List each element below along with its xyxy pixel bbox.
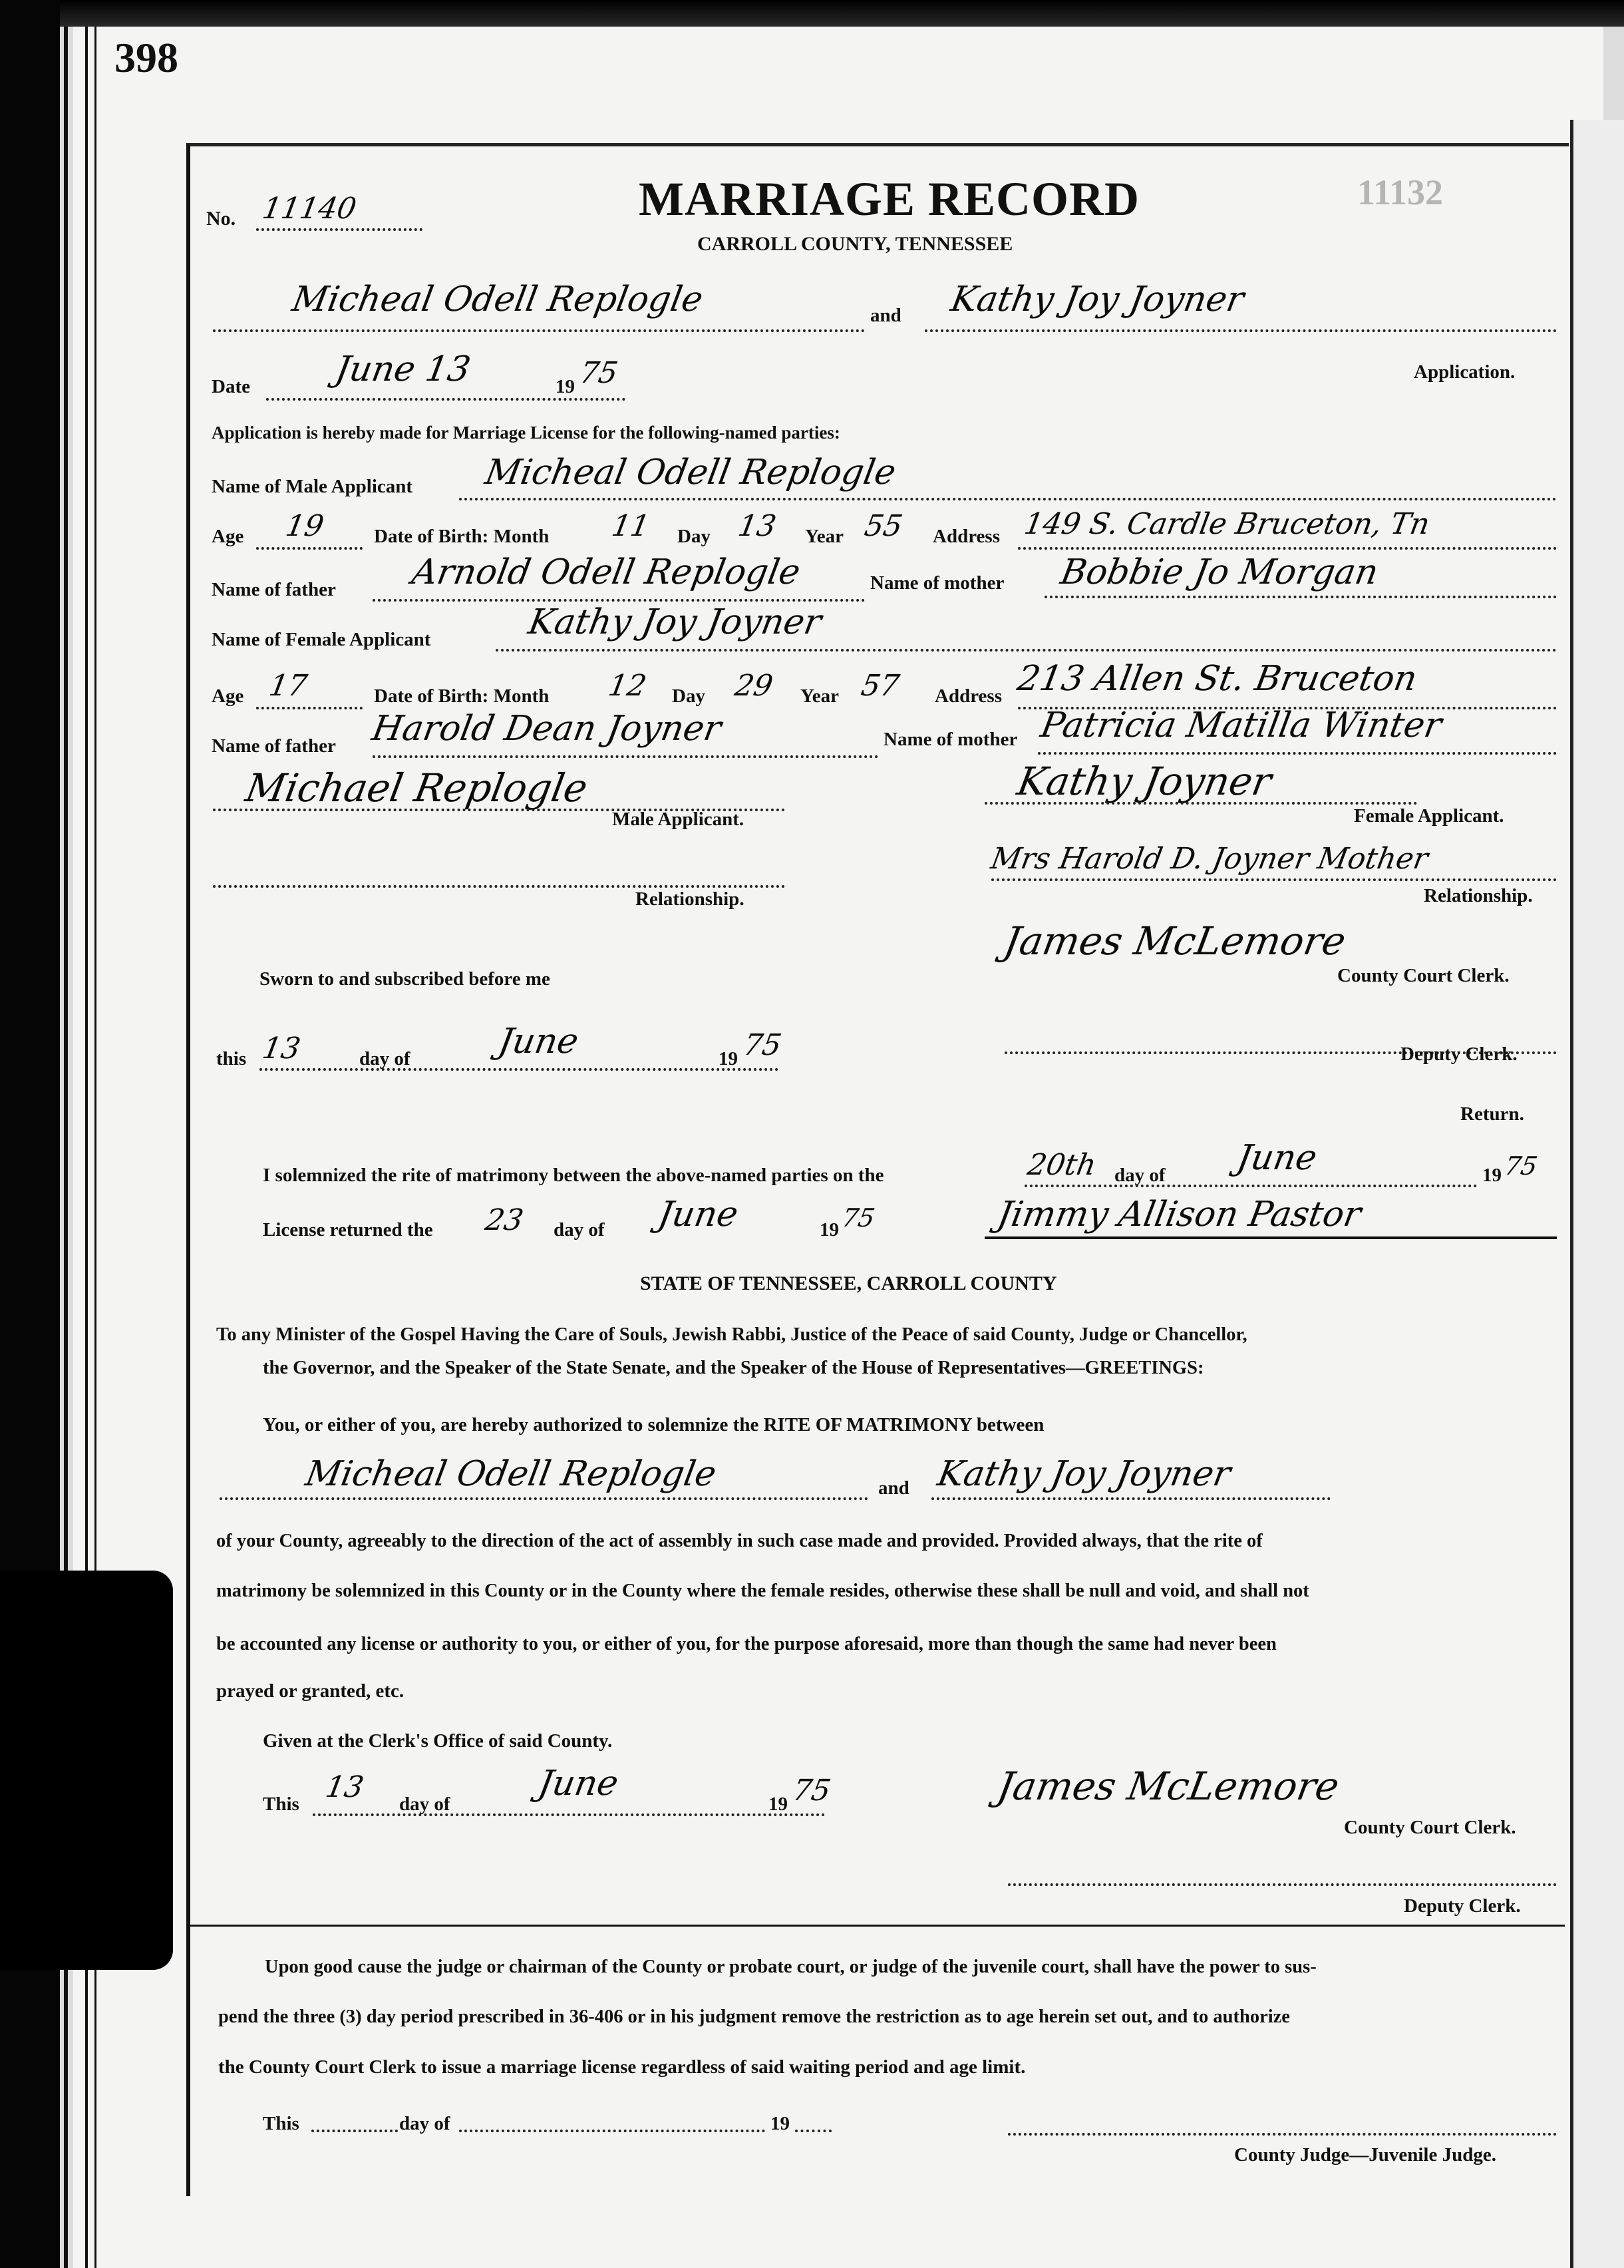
- judge-label: County Judge—Juvenile Judge.: [1234, 2144, 1496, 2166]
- clerk-label: County Court Clerk.: [1337, 965, 1510, 986]
- male-mother-line: [1045, 596, 1557, 598]
- relationship-right-label: Relationship.: [1424, 885, 1533, 906]
- sworn-year: 75: [740, 1028, 784, 1062]
- judge-this-label: This: [263, 2113, 299, 2134]
- greeting-line-1: To any Minister of the Gospel Having the Care of Souls, Jewish Rabbi, Justice of the Peace of said County, Judge or Chancellor,: [216, 1324, 1247, 1345]
- male-father-label: Name of father: [212, 579, 336, 600]
- county-subtitle: CARROLL COUNTY, TENNESSEE: [697, 233, 1013, 255]
- application-year: 75: [577, 356, 621, 390]
- judge-day-of-label: day of: [399, 2113, 450, 2134]
- solemnized-text: I solemnized the rite of matrimony between the above-named parties on the: [263, 1165, 884, 1186]
- male-applicant-label: Male Applicant.: [612, 809, 744, 830]
- judge-section-divider: [190, 1925, 1565, 1927]
- relationship-left-label: Relationship.: [635, 888, 744, 910]
- female-dob-month: 12: [605, 669, 649, 703]
- male-father-line: [373, 599, 865, 602]
- judge-day-line: [311, 2130, 398, 2132]
- sworn-day-of-label: day of: [359, 1048, 410, 1069]
- given-deputy-line: [1008, 1883, 1557, 1886]
- male-dob-month: 11: [609, 509, 653, 543]
- page-title: MARRIAGE RECORD: [639, 172, 1140, 226]
- judge-text-2: pend the three (3) day period prescribed in 36-406 or in his judgment remove the restriction as to age herein set out, and to authorize: [218, 2006, 1290, 2027]
- male-dob-day-label: Day: [677, 526, 711, 547]
- license-returned-year: 75: [840, 1203, 878, 1232]
- authorize-bride-name: Kathy Joy Joyner: [934, 1454, 1234, 1494]
- authorize-groom-line: [220, 1497, 868, 1500]
- judge-signature-line: [1008, 2133, 1557, 2136]
- authorize-groom-name: Micheal Odell Replogle: [302, 1454, 720, 1494]
- bride-name-header: Kathy Joy Joyner: [947, 280, 1247, 319]
- groom-line: [213, 329, 865, 332]
- return-label: Return.: [1460, 1103, 1524, 1125]
- given-clerk-label: County Court Clerk.: [1344, 1817, 1516, 1838]
- male-address-line: [1018, 547, 1557, 550]
- male-dob-day: 13: [735, 509, 779, 543]
- given-this-label: This: [263, 1794, 299, 1815]
- female-father: Harold Dean Joyner: [369, 709, 725, 749]
- record-no-label: No.: [206, 208, 236, 230]
- given-clerk-signature: James McLemore: [994, 1764, 1343, 1809]
- next-page-edge: [1570, 120, 1624, 2268]
- given-day-of-label: day of: [399, 1794, 450, 1815]
- bride-line: [925, 329, 1557, 332]
- given-day: 13: [323, 1770, 367, 1804]
- male-dob-month-label: Date of Birth: Month: [374, 526, 550, 547]
- deputy-label: Deputy Clerk.: [1400, 1043, 1518, 1065]
- female-dob-month-label: Date of Birth: Month: [374, 685, 550, 707]
- record-no-line: [256, 228, 422, 231]
- male-name-line: [459, 498, 1557, 500]
- authorize-text: You, or either of you, are hereby authorized to solemnize the RITE OF MATRIMONY between: [263, 1414, 1045, 1435]
- license-returned-day-of-label: day of: [554, 1219, 605, 1240]
- male-father: Arnold Odell Replogle: [408, 552, 804, 592]
- groom-name-header: Micheal Odell Replogle: [289, 280, 707, 319]
- female-applicant-signature: Kathy Joyner: [1014, 759, 1275, 804]
- binding-tab: [0, 1571, 173, 1970]
- solemnized-line: [1025, 1185, 1477, 1187]
- judge-text-1: Upon good cause the judge or chairman of the County or probate court, or judge of the juvenile court, shall have the power to sus-: [265, 1957, 1317, 1977]
- body-line-2: matrimony be solemnized in this County or in the County where the female resides, otherwise these shall be null and void, and shall not: [216, 1581, 1309, 1601]
- male-age: 19: [283, 509, 327, 543]
- male-applicant-signature: Michael Replogle: [242, 765, 591, 811]
- solemnized-month: June: [1233, 1138, 1320, 1178]
- female-mother: Patricia Matilla Winter: [1037, 705, 1445, 745]
- clerk-signature: James McLemore: [1001, 918, 1350, 964]
- body-line-4: prayed or granted, etc.: [216, 1680, 405, 1702]
- male-address: 149 S. Cardle Bruceton, Tn: [1021, 507, 1432, 541]
- page-number: 398: [114, 34, 178, 81]
- solemnized-day-of-label: day of: [1114, 1165, 1166, 1186]
- and-label: and: [870, 305, 901, 326]
- female-dob-day-label: Day: [672, 685, 705, 707]
- male-address-label: Address: [933, 526, 1000, 547]
- female-name-label: Name of Female Applicant: [212, 629, 431, 650]
- female-father-label: Name of father: [212, 735, 336, 757]
- authorize-and-label: and: [878, 1477, 909, 1499]
- solemnized-day: 20th: [1025, 1148, 1099, 1182]
- state-heading: STATE OF TENNESSEE, CARROLL COUNTY: [640, 1272, 1057, 1294]
- female-address-label: Address: [935, 685, 1002, 707]
- date-year-prefix: 19: [556, 376, 575, 397]
- female-father-line: [373, 755, 878, 758]
- sworn-text: Sworn to and subscribed before me: [259, 968, 550, 990]
- license-returned-day: 23: [482, 1203, 526, 1237]
- female-age-label: Age: [212, 685, 244, 707]
- license-returned-month: June: [655, 1195, 741, 1234]
- sworn-this-label: this: [216, 1048, 247, 1069]
- female-address: 213 Allen St. Bruceton: [1014, 659, 1420, 699]
- solemnized-year-prefix: 19: [1482, 1165, 1502, 1186]
- date-line: [266, 398, 625, 401]
- relationship-right-signature: Mrs Harold D. Joyner Mother: [988, 842, 1431, 876]
- date-label: Date: [212, 376, 250, 397]
- male-name: Micheal Odell Replogle: [482, 453, 899, 492]
- license-returned-label: License returned the: [263, 1219, 433, 1240]
- relationship-left-line: [213, 885, 785, 888]
- female-mother-label: Name of mother: [884, 729, 1018, 750]
- record-no-value: 11140: [259, 192, 359, 226]
- female-applicant-label: Female Applicant.: [1354, 805, 1504, 827]
- male-mother-label: Name of mother: [870, 572, 1005, 594]
- officiant-line: [985, 1236, 1557, 1239]
- given-date-line: [313, 1813, 825, 1816]
- solemnized-year: 75: [1502, 1151, 1540, 1181]
- given-year-prefix: 19: [768, 1794, 788, 1815]
- male-dob-year: 55: [862, 509, 905, 543]
- given-text: Given at the Clerk's Office of said County.: [263, 1730, 613, 1752]
- body-line-1: of your County, agreeably to the direction of the act of assembly in such case made and provided. Provided always, that the rite of: [216, 1531, 1263, 1551]
- sworn-year-prefix: 19: [719, 1048, 738, 1069]
- application-date: June 13: [332, 349, 474, 389]
- female-name: Kathy Joy Joyner: [525, 602, 825, 642]
- female-dob-day: 29: [732, 669, 776, 703]
- female-age-line: [256, 707, 363, 709]
- authorize-bride-line: [931, 1497, 1331, 1500]
- given-year: 75: [790, 1774, 834, 1807]
- given-deputy-label: Deputy Clerk.: [1404, 1895, 1521, 1917]
- sworn-day: 13: [259, 1032, 303, 1065]
- greeting-line-2: the Governor, and the Speaker of the State Senate, and the Speaker of the House of Representatives—GREETINGS:: [263, 1358, 1204, 1378]
- female-signature-line: [985, 802, 1417, 805]
- judge-text-3: the County Court Clerk to issue a marriage license regardless of said waiting period and age limit.: [218, 2056, 1026, 2078]
- judge-month-line: [459, 2130, 765, 2132]
- judge-year-line: [795, 2130, 832, 2132]
- bleed-through-number: 11132: [1357, 172, 1444, 212]
- female-age: 17: [266, 669, 310, 703]
- body-line-3: be accounted any license or authority to you, or either of you, for the purpose aforesaid, more than though the same had never been: [216, 1634, 1277, 1654]
- male-mother: Bobbie Jo Morgan: [1057, 552, 1382, 592]
- female-dob-year-label: Year: [800, 685, 839, 707]
- male-dob-year-label: Year: [805, 526, 844, 547]
- female-name-line: [496, 649, 1557, 652]
- sworn-month: June: [495, 1022, 581, 1061]
- judge-year-prefix: 19: [770, 2113, 790, 2134]
- relationship-right-line: [991, 878, 1557, 881]
- given-month: June: [535, 1764, 621, 1803]
- application-label: Application.: [1414, 361, 1516, 383]
- license-returned-year-prefix: 19: [820, 1219, 839, 1240]
- scan-top-edge: [0, 0, 1624, 27]
- male-age-line: [256, 547, 363, 550]
- female-dob-year: 57: [858, 669, 902, 703]
- sworn-date-line: [259, 1068, 778, 1071]
- female-mother-line: [1038, 752, 1557, 755]
- male-name-label: Name of Male Applicant: [212, 476, 413, 497]
- officiant-signature: Jimmy Allison Pastor: [994, 1195, 1365, 1234]
- application-intro: Application is hereby made for Marriage License for the following-named parties:: [212, 423, 840, 443]
- male-age-label: Age: [212, 526, 244, 547]
